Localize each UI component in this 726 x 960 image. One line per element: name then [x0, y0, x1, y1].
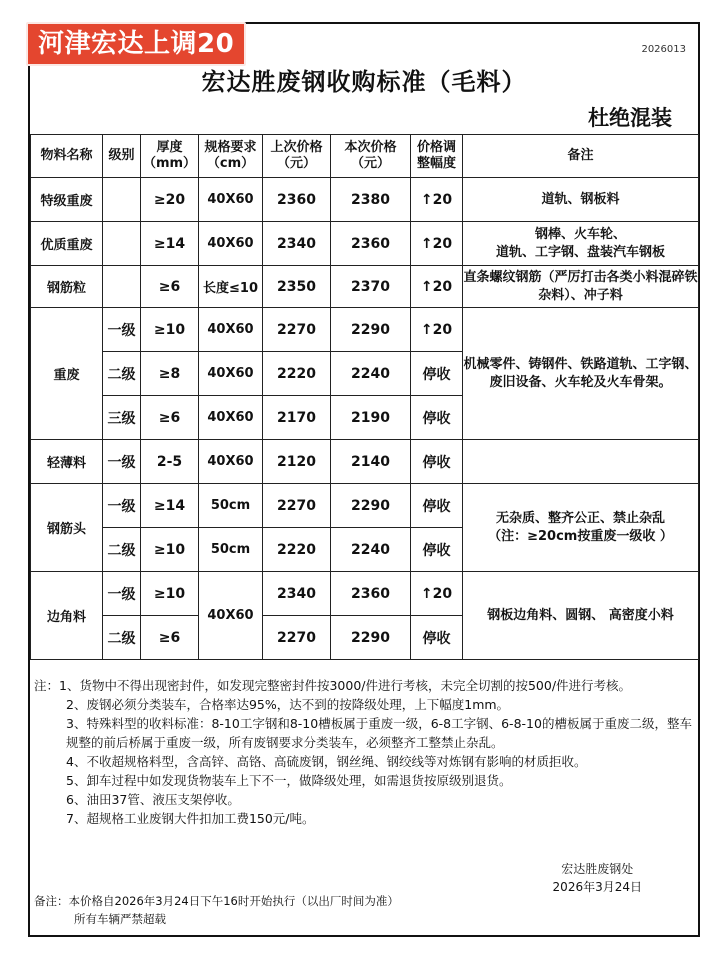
header-line: （cm）: [206, 156, 255, 171]
spec-cell: 40X60: [199, 178, 263, 222]
grade-cell: 二级: [103, 352, 141, 396]
prev-price-cell: 2170: [263, 396, 331, 440]
prev-price-cell: 2270: [263, 616, 331, 660]
prev-price-cell: 2120: [263, 440, 331, 484]
grade-cell: 一级: [103, 308, 141, 352]
col-header-note: 备注: [463, 135, 699, 178]
header-line: （元）: [276, 156, 316, 171]
curr-price-cell: 2190: [331, 396, 411, 440]
prev-price-cell: 2270: [263, 308, 331, 352]
price-table: [30, 134, 699, 660]
adjust-cell: 停收: [411, 484, 463, 528]
material-name: 重废: [31, 308, 103, 440]
spec-cell: 50cm: [199, 484, 263, 528]
thickness-cell: ≥6: [141, 266, 199, 308]
col-header-grade: 级别: [103, 135, 141, 178]
curr-price-cell: 2140: [331, 440, 411, 484]
adjust-cell: ↑20: [411, 222, 463, 266]
prev-price-cell: 2350: [263, 266, 331, 308]
spec-cell: 40X60: [199, 352, 263, 396]
spec-cell: 40X60: [199, 308, 263, 352]
adjust-cell: ↑20: [411, 178, 463, 222]
signature-block: [553, 860, 642, 896]
note-cell: 道轨、钢板料: [463, 178, 699, 222]
note-item: 注：1、货物中不得出现密封件，如发现完整密封件按3000/件进行考核，未完全切割的按500/件进行考核。: [34, 678, 632, 693]
header-line: （mm）: [142, 156, 197, 171]
prev-price-cell: 2340: [263, 222, 331, 266]
prev-price-cell: 2360: [263, 178, 331, 222]
curr-price-cell: 2370: [331, 266, 411, 308]
note-cell: 机械零件、铸钢件、铁路道轨、工字钢、废旧设备、火车轮及火车骨架。: [463, 308, 699, 440]
material-name: 优质重废: [31, 222, 103, 266]
material-name: 轻薄料: [31, 440, 103, 484]
price-up-badge: 河津宏达上调20: [26, 22, 246, 66]
thickness-cell: ≥10: [141, 572, 199, 616]
table-row: [31, 440, 699, 484]
note-cell: 钢板边角料、圆钢、 高密度小料: [463, 572, 699, 660]
note-item: 3、特殊料型的收料标准：8-10工字钢和8-10槽板属于重废一级，6-8工字钢、6-8-10的槽板属于重废二级，整车规整的前后桥属于重废一级，所有废钢要求分类装车，必须整齐工整禁止杂乱。: [66, 716, 692, 750]
material-name: 边角料: [31, 572, 103, 660]
table-row: [31, 178, 699, 222]
grade-cell: 二级: [103, 616, 141, 660]
adjust-cell: ↑20: [411, 308, 463, 352]
curr-price-cell: 2360: [331, 222, 411, 266]
note-line: 道轨、工字钢、盘装汽车钢板: [495, 244, 665, 260]
grade-cell: [103, 222, 141, 266]
thickness-cell: ≥10: [141, 308, 199, 352]
adjust-cell: 停收: [411, 616, 463, 660]
header-line: 规格要求: [204, 140, 257, 155]
header-line: 上次价格: [270, 140, 323, 155]
note-line: 钢棒、火车轮、: [534, 226, 626, 242]
grade-cell: 一级: [103, 572, 141, 616]
spec-cell: 40X60: [199, 222, 263, 266]
footer-remarks: [34, 892, 399, 928]
note-item: 7、超规格工业废钢大件扣加工费150元/吨。: [66, 811, 315, 826]
notes-section: [34, 676, 694, 828]
note-cell: [463, 440, 699, 484]
thickness-cell: 2-5: [141, 440, 199, 484]
curr-price-cell: 2290: [331, 308, 411, 352]
thickness-cell: ≥6: [141, 396, 199, 440]
prev-price-cell: 2220: [263, 528, 331, 572]
table-row: [31, 222, 699, 266]
note-cell: [463, 484, 699, 572]
grade-cell: [103, 178, 141, 222]
material-name: 钢筋头: [31, 484, 103, 572]
spec-cell: 50cm: [199, 528, 263, 572]
header-line: 价格调: [416, 140, 456, 155]
grade-cell: 一级: [103, 484, 141, 528]
material-name: 特级重废: [31, 178, 103, 222]
note-line: （注：≥20cm按重废一级收 ）: [488, 528, 673, 544]
col-header-name: 物料名称: [31, 135, 103, 178]
adjust-cell: 停收: [411, 352, 463, 396]
col-header-adjust: [411, 135, 463, 178]
adjust-cell: ↑20: [411, 572, 463, 616]
prev-price-cell: 2220: [263, 352, 331, 396]
document-code: 2026013: [641, 44, 686, 55]
adjust-cell: ↑20: [411, 266, 463, 308]
curr-price-cell: 2290: [331, 484, 411, 528]
curr-price-cell: 2240: [331, 528, 411, 572]
adjust-cell: 停收: [411, 396, 463, 440]
material-name: 钢筋粒: [31, 266, 103, 308]
page-title: 宏达胜废钢收购标准（毛料）: [201, 68, 527, 96]
curr-price-cell: 2380: [331, 178, 411, 222]
header-line: （元）: [350, 156, 390, 171]
note-item: 6、油田37管、液压支架停收。: [66, 792, 240, 807]
prev-price-cell: 2270: [263, 484, 331, 528]
signature-company: 宏达胜废钢处: [561, 862, 634, 876]
header-line: 厚度: [156, 140, 183, 155]
price-sheet: [28, 22, 700, 937]
col-header-thickness: [141, 135, 199, 178]
table-header-row: [31, 135, 699, 178]
note-item: 4、不收超规格料型，含高锌、高铬、高硫废钢，钢丝绳、钢绞线等对炼钢有影响的材质拒收。: [66, 754, 587, 769]
curr-price-cell: 2290: [331, 616, 411, 660]
table-row: [31, 484, 699, 528]
footer-line: 所有车辆严禁超载: [74, 912, 166, 926]
thickness-cell: ≥14: [141, 222, 199, 266]
thickness-cell: ≥20: [141, 178, 199, 222]
signature-date: 2026年3月24日: [552, 880, 642, 894]
grade-cell: 二级: [103, 528, 141, 572]
curr-price-cell: 2360: [331, 572, 411, 616]
note-item: 5、卸车过程中如发现货物装车上下不一，做降级处理，如需退货按原级别退货。: [66, 773, 512, 788]
grade-cell: 一级: [103, 440, 141, 484]
table-row: [31, 308, 699, 352]
spec-cell: 40X60: [199, 396, 263, 440]
spec-cell: 长度≤10: [199, 266, 263, 308]
adjust-cell: 停收: [411, 440, 463, 484]
footer-line: 备注：本价格自2026年3月24日下午16时开始执行（以出厂时间为准）: [34, 894, 399, 908]
col-header-prev-price: [263, 135, 331, 178]
note-cell: [463, 222, 699, 266]
slogan: 杜绝混装: [588, 106, 672, 130]
table-row: [31, 266, 699, 308]
thickness-cell: ≥14: [141, 484, 199, 528]
col-header-spec: [199, 135, 263, 178]
grade-cell: 三级: [103, 396, 141, 440]
note-item: 2、废钢必须分类装车，合格率达95%，达不到的按降级处理，上下幅度1mm。: [66, 697, 510, 712]
adjust-cell: 停收: [411, 528, 463, 572]
prev-price-cell: 2340: [263, 572, 331, 616]
header-line: 本次价格: [344, 140, 397, 155]
table-row: [31, 572, 699, 616]
thickness-cell: ≥8: [141, 352, 199, 396]
thickness-cell: ≥6: [141, 616, 199, 660]
col-header-curr-price: [331, 135, 411, 178]
spec-cell: 40X60: [199, 572, 263, 660]
thickness-cell: ≥10: [141, 528, 199, 572]
grade-cell: [103, 266, 141, 308]
spec-cell: 40X60: [199, 440, 263, 484]
note-cell: 直条螺纹钢筋（严厉打击各类小料混碎铁杂料）、冲子料: [463, 266, 699, 308]
note-line: 无杂质、整齐公正、禁止杂乱: [495, 510, 665, 526]
header-line: 整幅度: [416, 156, 456, 171]
curr-price-cell: 2240: [331, 352, 411, 396]
